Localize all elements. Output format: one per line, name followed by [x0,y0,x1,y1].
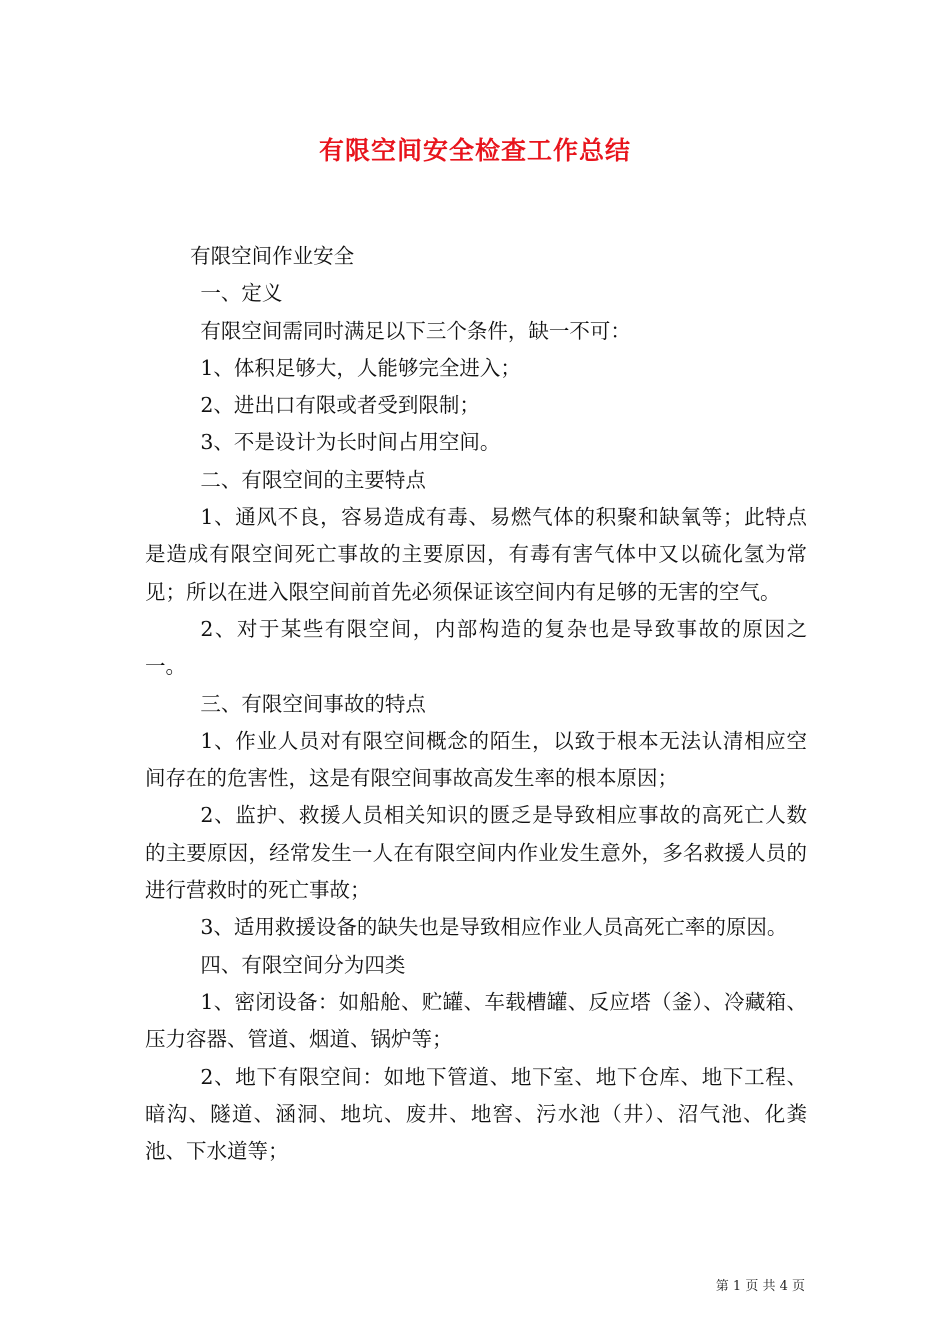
list-item: 1、作业人员对有限空间概念的陌生，以致于根本无法认清相应空间存在的危害性，这是有限空间事故高发生率的根本原因； [145,728,807,791]
paragraph: 有限空间需同时满足以下三个条件，缺一不可： [200,318,631,343]
list-item: 1、密闭设备：如船舱、贮罐、车载槽罐、反应塔（釜）、冷藏箱、压力容器、管道、烟道、锅炉等； [145,989,807,1052]
intro-line: 有限空间作业安全 [190,244,355,268]
page-footer: 第 1 页 共 4 页 [715,1279,805,1294]
list-item: 2、对于某些有限空间，内部构造的复杂也是导致事故的原因之一。 [145,616,807,679]
section-heading: 一、定义 [200,281,283,306]
list-item: 3、适用救援设备的缺失也是导致相应作业人员高死亡率的原因。 [200,915,788,940]
list-item: 2、进出口有限或者受到限制； [200,393,480,418]
document-body [145,238,807,1170]
list-item: 2、监护、救援人员相关知识的匮乏是导致相应事故的高死亡人数的主要原因，经常发生一人在有限空间内作业发生意外，多名救援人员的进行营救时的死亡事故； [145,803,807,903]
list-item: 1、通风不良，容易造成有毒、易燃气体的积聚和缺氧等；此特点是造成有限空间死亡事故的主要原因，有毒有害气体中又以硫化氢为常见；所以在进入限空间前首先必须保证该空间内有足够的无害的空气。 [145,505,807,604]
section-heading: 四、有限空间分为四类 [200,952,406,977]
section-heading: 三、有限空间事故的特点 [200,691,426,716]
document-title: 有限空间安全检查工作总结 [318,136,631,165]
list-item: 3、不是设计为长时间占用空间。 [200,430,501,455]
section-heading: 二、有限空间的主要特点 [200,467,426,492]
list-item: 1、体积足够大，人能够完全进入； [200,355,521,380]
list-item: 2、地下有限空间：如地下管道、地下室、地下仓库、地下工程、暗沟、隧道、涵洞、地坑、废井、地窖、污水池（井）、沼气池、化粪池、下水道等； [145,1064,807,1164]
